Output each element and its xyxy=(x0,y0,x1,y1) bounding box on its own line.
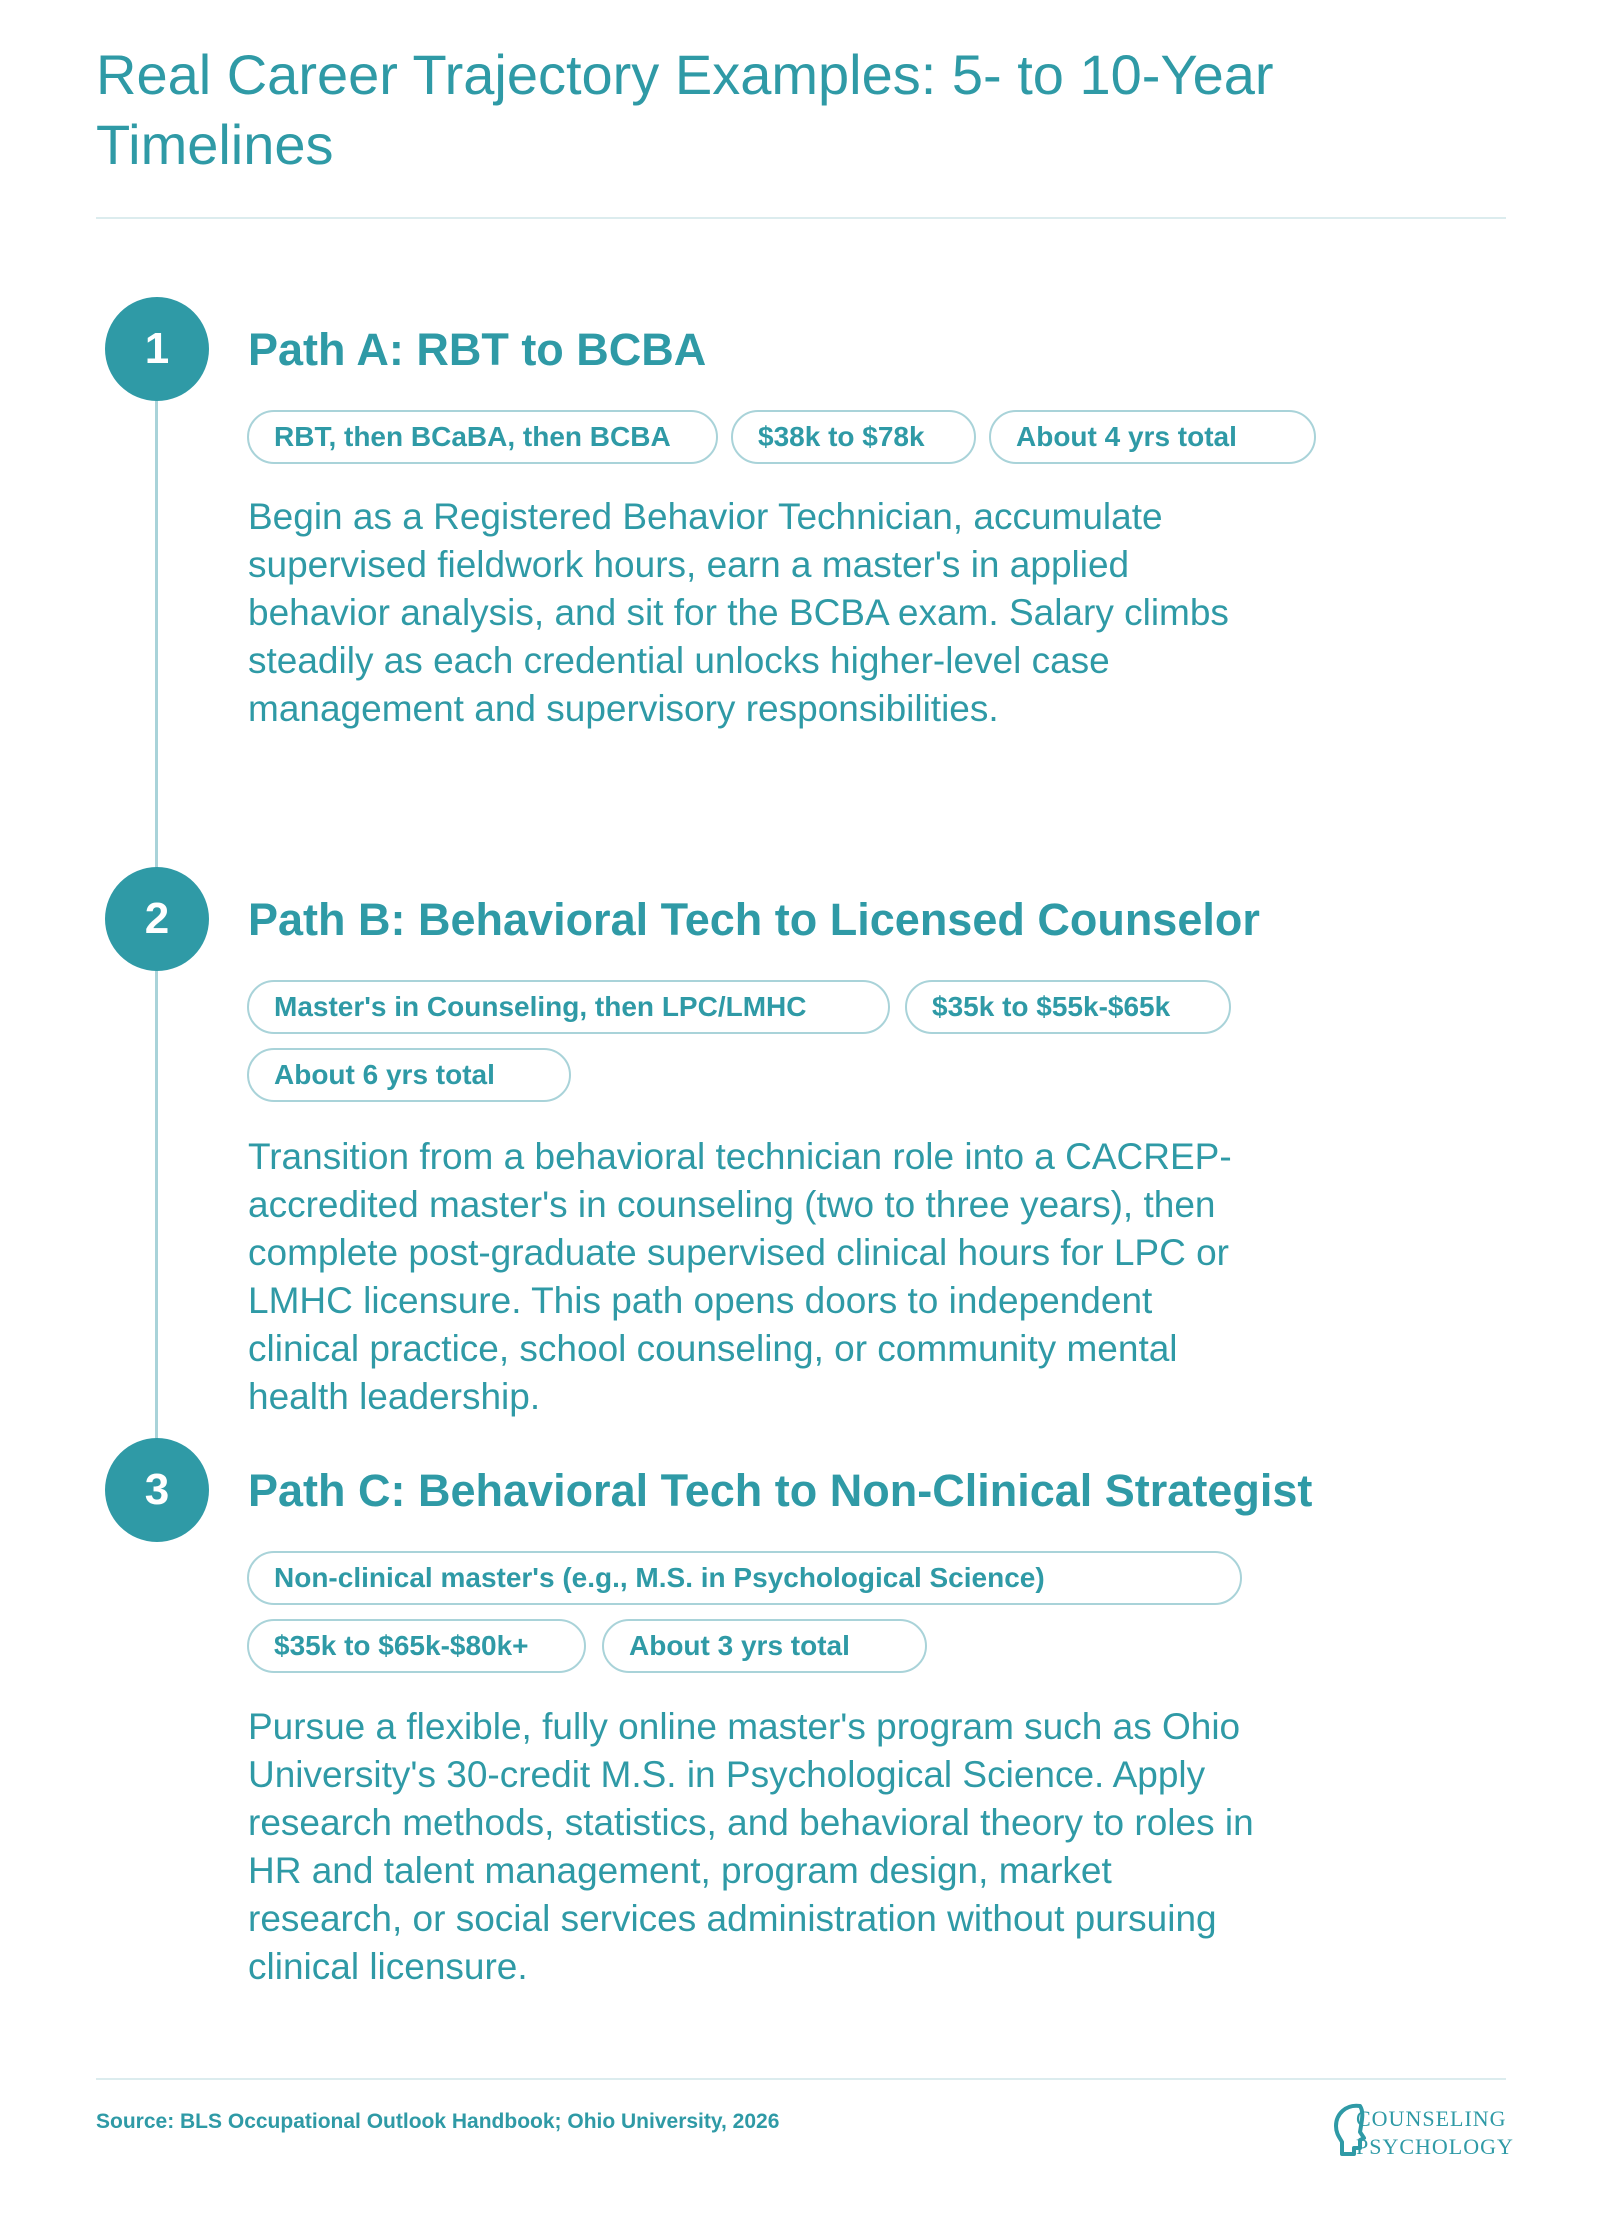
header-divider xyxy=(96,217,1506,219)
path-c-description: Pursue a flexible, fully online master's program such as Ohio University's 30-credit M.S. in Psychological Science. Apply research methods, statistics, and behavioral theory to roles in HR and talent management, program design, market research, or social services administration without pursuing clinical licensure. xyxy=(248,1706,1254,1987)
path-c-title: Path C: Behavioral Tech to Non-Clinical Strategist xyxy=(248,1465,1313,1516)
path-a-duration-tag: About 4 yrs total xyxy=(989,410,1316,464)
path-b-title: Path B: Behavioral Tech to Licensed Counselor xyxy=(248,894,1260,945)
footer-divider xyxy=(96,2078,1506,2080)
path-b-salary-tag: $35k to $55k-$65k xyxy=(905,980,1231,1034)
path-a-title: Path A: RBT to BCBA xyxy=(248,324,707,375)
step-3-badge: 3 xyxy=(105,1438,209,1542)
logo-text-line-2: PSYCHOLOGY xyxy=(1356,2134,1514,2159)
logo-text-line-1: COUNSELING xyxy=(1356,2106,1507,2131)
path-b-description: Transition from a behavioral technician role into a CACREP-accredited master's in counseling (two to three years), then complete post-graduate supervised clinical hours for LPC or LMHC licensure. This path opens doors to independent clinical practice, school counseling, or community mental health leadership. xyxy=(248,1136,1232,1417)
path-c-duration-tag: About 3 yrs total xyxy=(602,1619,927,1673)
path-c-salary-tag: $35k to $65k-$80k+ xyxy=(247,1619,586,1673)
path-b-credential-tag: Master's in Counseling, then LPC/LMHC xyxy=(247,980,890,1034)
page-title: Real Career Trajectory Examples: 5- to 10-Year Timelines xyxy=(96,43,1274,176)
step-2-badge: 2 xyxy=(105,867,209,971)
source-citation: Source: BLS Occupational Outlook Handbook; Ohio University, 2026 xyxy=(96,2110,780,2133)
path-c-credential-tag: Non-clinical master's (e.g., M.S. in Psychological Science) xyxy=(247,1551,1242,1605)
path-a-credential-tag: RBT, then BCaBA, then BCBA xyxy=(247,410,718,464)
path-a-salary-tag: $38k to $78k xyxy=(731,410,976,464)
path-a-description: Begin as a Registered Behavior Technician, accumulate supervised fieldwork hours, earn a master's in applied behavior analysis, and sit for the BCBA exam. Salary climbs steadily as each credential unlocks higher-level case management and supervisory responsibilities. xyxy=(248,496,1229,729)
step-1-badge: 1 xyxy=(105,297,209,401)
counseling-psychology-logo xyxy=(1330,2100,1514,2160)
path-b-duration-tag: About 6 yrs total xyxy=(247,1048,571,1102)
